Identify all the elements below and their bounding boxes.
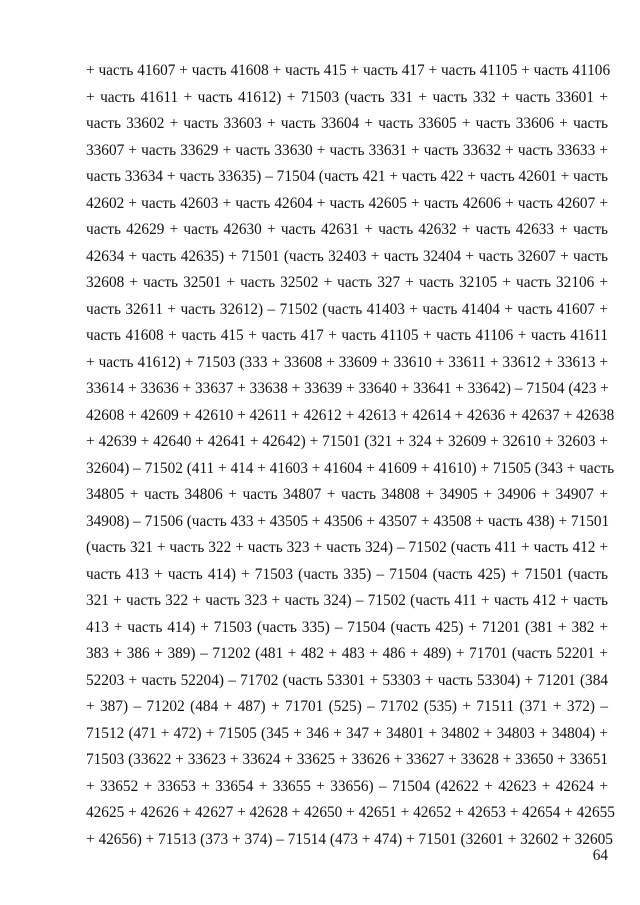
body-text [86,58,615,853]
text-line: 32608 + часть 32501 + часть 32502 + часть 327 + часть 32105 + часть 32106 + [86,274,608,291]
text-line: часть 33634 + часть 33635) – 71504 (часть 421 + часть 422 + часть 42601 + часть [86,168,608,185]
text-line: + часть 41611 + часть 41612) + 71503 (часть 331 + часть 332 + часть 33601 + [86,88,608,106]
text-line: + 42639 + 42640 + 42641 + 42642) + 71501 (321 + 324 + 32609 + 32610 + 32603 + [86,433,608,450]
text-line: + 42656) + 71513 (373 + 374) – 71514 (473 + 474) + 71501 (32601 + 32602 + 32605 [86,830,613,848]
text-line: 42608 + 42609 + 42610 + 42611 + 42612 + 42613 + 42614 + 42636 + 42637 + 42638 [86,406,615,424]
text-line: 383 + 386 + 389) – 71202 (481 + 482 + 483 + 486 + 489) + 71701 (часть 52201 + [86,645,608,662]
text-line: часть 32611 + часть 32612) – 71502 (часть 41403 + часть 41404 + часть 41607 + [86,300,608,318]
text-line: 71512 (471 + 472) + 71505 (345 + 346 + 347 + 34801 + 34802 + 34803 + 34804) + [86,724,608,742]
page-number: 64 [592,847,608,864]
text-line: 34908) – 71506 (часть 433 + 43505 + 43506 + 43507 + 43508 + часть 438) + 71501 [86,512,610,530]
text-line: часть 41608 + часть 415 + часть 417 + часть 41105 + часть 41106 + часть 41611 [86,327,608,344]
text-line: 42602 + часть 42603 + часть 42604 + часть 42605 + часть 42606 + часть 42607 + [86,194,608,212]
text-line: 321 + часть 322 + часть 323 + часть 324) – 71502 (часть 411 + часть 412 + часть [86,592,608,609]
text-line: 33614 + 33636 + 33637 + 33638 + 33639 + 33640 + 33641 + 33642) – 71504 (423 + [86,380,609,397]
text-line: 42634 + часть 42635) + 71501 (часть 32403 + часть 32404 + часть 32607 + часть [86,247,608,265]
text-line: + 387) – 71202 (484 + 487) + 71701 (525) – 71702 (535) + 71511 (371 + 372) – [86,698,608,715]
text-line: часть 42629 + часть 42630 + часть 42631 + часть 42632 + часть 42633 + часть [86,221,608,238]
text-line: 71503 (33622 + 33623 + 33624 + 33625 + 33626 + 33627 + 33628 + 33650 + 33651 [86,751,608,768]
text-line: + 33652 + 33653 + 33654 + 33655 + 33656) – 71504 (42622 + 42623 + 42624 + [86,777,608,795]
text-line: 33607 + часть 33629 + часть 33630 + часть 33631 + часть 33632 + часть 33633 + [86,141,608,159]
text-line: часть 413 + часть 414) + 71503 (часть 335) – 71504 (часть 425) + 71501 (часть [86,565,608,583]
text-line: 34805 + часть 34806 + часть 34807 + часть 34808 + 34905 + 34906 + 34907 + [86,486,608,503]
text-line: часть 33602 + часть 33603 + часть 33604 + часть 33605 + часть 33606 + часть [86,115,608,132]
text-line: + часть 41612) + 71503 (333 + 33608 + 33609 + 33610 + 33611 + 33612 + 33613 + [86,353,608,371]
text-line: 413 + часть 414) + 71503 (часть 335) – 71504 (часть 425) + 71201 (381 + 382 + [86,618,608,636]
text-line: 52203 + часть 52204) – 71702 (часть 53301 + 53303 + часть 53304) + 71201 (384 [86,671,608,689]
text-line: 42625 + 42626 + 42627 + 42628 + 42650 + 42651 + 42652 + 42653 + 42654 + 42655 [86,804,615,821]
text-line: (часть 321 + часть 322 + часть 323 + часть 324) – 71502 (часть 411 + часть 412 + [86,539,608,556]
text-line: 32604) – 71502 (411 + 414 + 41603 + 41604 + 41609 + 41610) + 71505 (343 + часть [86,459,615,477]
text-line: + часть 41607 + часть 41608 + часть 415 + часть 417 + часть 41105 + часть 41106 [86,62,611,79]
